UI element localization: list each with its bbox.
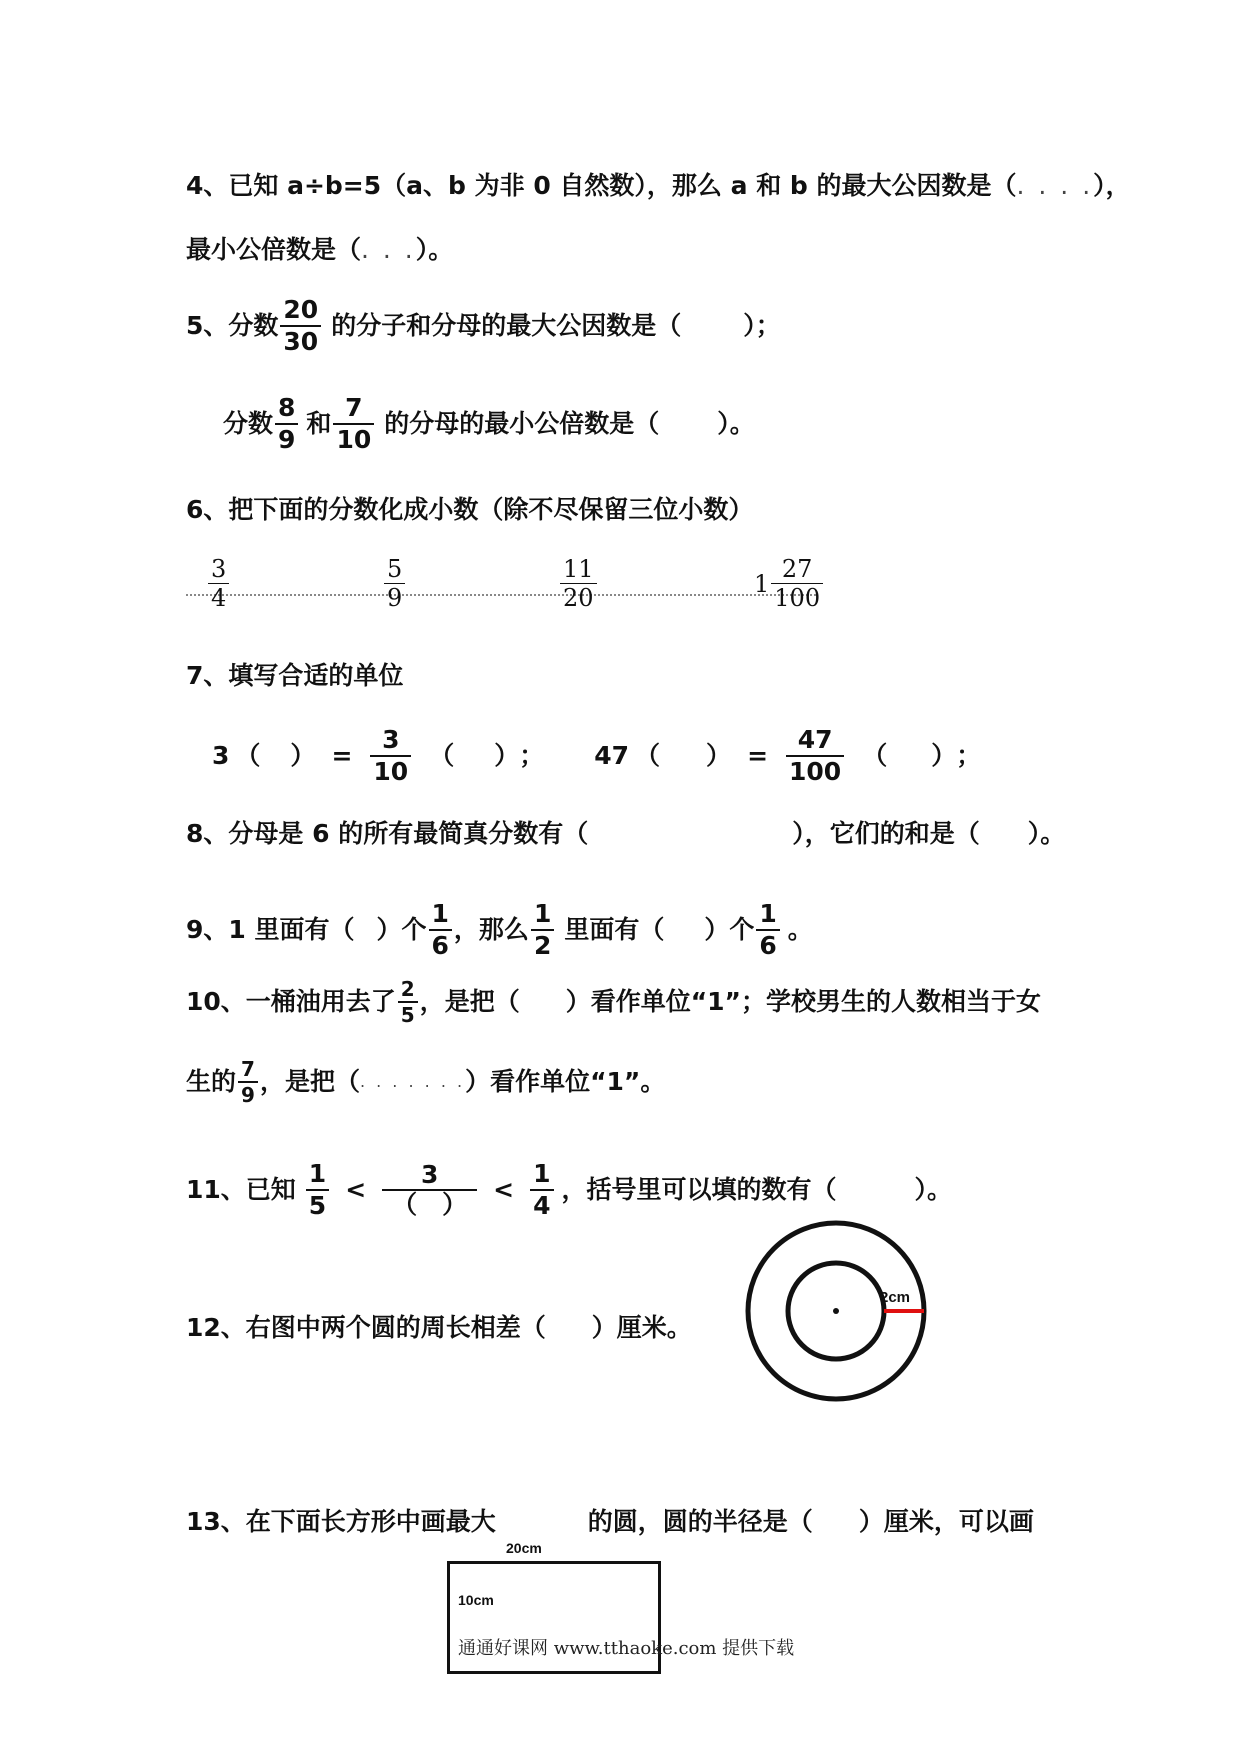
q4-line2-blank: . . . [361,235,416,264]
frac-num: 20 [283,295,319,324]
frac-den: 20 [560,583,597,611]
frac-den: 10 [333,423,374,454]
q6-fraction-1 [206,556,231,612]
frac-num: 7 [241,1057,255,1081]
q5-fraction-2 [275,394,298,453]
q8-mid: ），它们的和是（ [792,819,980,848]
q9-end: 。 [787,914,813,944]
q5-fraction-3 [333,394,374,453]
frac-num: 1 [759,899,777,928]
q7-title: 7、填写合适的单位 [186,661,404,690]
frac-den: 6 [756,929,779,960]
frac-den: 5 [398,1001,418,1026]
q8-line [186,818,1065,850]
frac-num: 1 [308,1159,327,1188]
q10-prefix: 10、一桶油用去了 [186,987,396,1016]
q4-line1 [186,170,1131,202]
q9-fraction-1 [429,900,452,959]
figure-label-2cm: 2cm [880,1289,911,1306]
q9-mid1: ）个 [376,914,427,944]
paren-open: （ [235,740,261,770]
frac-num: 3 [382,725,400,754]
q10-fraction-2 [238,1058,258,1106]
q5-prefix: 5、分数 [186,310,279,340]
paren-close: ） [494,740,520,770]
frac-den: 5 [306,1189,329,1220]
q5-line2 [223,394,755,453]
q4-line2-text: 最小公倍数是（ [186,235,362,264]
equals: = [331,740,353,770]
q13-mid2: ）厘米，可以画 [858,1507,1034,1536]
frac-num: 7 [345,393,363,422]
q5-line2-end: ）。 [717,408,755,438]
q6-dotted-line [186,594,816,596]
frac-den: （ ） [382,1189,477,1219]
frac-num: 1 [533,1159,551,1188]
frac-den: 30 [280,325,321,356]
paren-close: ） [706,740,732,770]
less-than: < [345,1174,367,1204]
watermark-text: 通通好课网 www.tthaoke.com 提供下载 [458,1638,795,1659]
q11-prefix: 11、已知 [186,1174,296,1204]
semicolon: ； [519,740,545,770]
frac-den: 9 [238,1081,258,1106]
q9-prefix: 9、1 里面有（ [186,914,355,944]
q6-title: 6、把下面的分数化成小数（除不尽保留三位小数） [186,495,754,524]
frac-num: 1 [533,899,552,928]
frac-num: 2 [400,977,415,1001]
frac-num: 5 [387,555,403,583]
q4-blank: . . . . [1016,171,1094,200]
q13-mid: 的圆，圆的半径是（ [587,1507,813,1536]
q9-fraction-2 [531,900,554,959]
q10-fraction-1 [398,978,418,1026]
q11-fraction-2 [382,1161,477,1218]
q6-fraction-3 [558,556,599,612]
q10-line2 [186,1058,665,1106]
q5-mid: 的分子和分母的最大公因数是（ [331,310,682,340]
q13-line [186,1506,1034,1538]
frac-den: 100 [786,755,844,786]
q9-mid3: 里面有（ [564,914,665,944]
q9-mid4: ）个 [704,914,755,944]
q10-line2-prefix: 生的 [186,1067,237,1096]
q8-prefix: 8、分母是 6 的所有最简真分数有（ [186,819,589,848]
q10-line1 [186,978,1041,1026]
mixed-whole: 1 [754,569,770,598]
q4-line2-suffix: ）。 [415,235,454,264]
frac-den: 10 [370,755,411,786]
q9-line [186,900,813,959]
q7-right-value: 47 [594,740,630,770]
semicolon: ； [956,740,982,770]
frac-den: 6 [429,929,452,960]
frac-num: 3 [420,1160,439,1189]
frac-num: 1 [431,899,449,928]
frac-den: 100 [771,583,823,611]
q12-text: 12、右图中两个圆的周长相差（ [186,1313,546,1342]
q10-line2-end: ）看作单位“1”。 [465,1067,666,1096]
q11-fraction-3 [530,1160,553,1219]
q4-text: 4、已知 a÷b=5（a、b 为非 0 自然数），那么 a 和 b 的最大公因数是（ [186,171,1017,200]
q8-end: ）。 [1027,819,1066,848]
q10-line2-blank: . . . . . . . [359,1072,466,1091]
frac-den: 9 [275,423,298,454]
frac-num: 47 [797,725,833,754]
q11-fraction-1 [306,1160,329,1219]
frac-den: 4 [208,583,229,611]
paren-open: （ [635,740,661,770]
rectangle-width-label: 20cm [506,1540,542,1556]
q9-mid2: ，那么 [453,914,529,944]
concentric-circles-figure [740,1210,940,1410]
q10-line2-mid: ，是把（ [259,1067,360,1096]
q7-right-fraction [786,726,844,785]
frac-den: 4 [530,1189,553,1220]
q5-line1 [186,296,781,355]
q6-fraction-2 [382,556,407,612]
frac-num: 11 [563,555,594,583]
paren-open: （ [862,740,888,770]
q5-end: ）； [743,310,781,340]
q10-mid: ，是把（ [419,987,520,1016]
frac-den: 9 [384,583,405,611]
q11-suffix: ，括号里可以填的数有（ [561,1174,837,1204]
center-point [833,1308,839,1314]
q5-line2-prefix: 分数 [223,408,274,438]
q5-and: 和 [306,408,332,438]
q7-left-fraction [370,726,411,785]
q10-mid2: ）看作单位“1”；学校男生的人数相当于女 [565,987,1041,1016]
q4-line2 [186,234,453,266]
paren-close: ） [931,740,957,770]
paren-open: （ [429,740,455,770]
q7-equations [212,726,981,785]
rectangle-height-label: 10cm [458,1592,494,1608]
q13-prefix: 13、在下面长方形中画最大 [186,1507,496,1536]
less-than: < [493,1174,515,1204]
q9-fraction-3 [756,900,779,959]
paren-close: ） [290,740,316,770]
q6-fraction-4 [754,556,825,612]
q4-suffix: ）， [1093,171,1131,200]
q12-line [186,1312,692,1344]
frac-num: 3 [211,555,227,583]
equals: = [747,740,769,770]
q5-fraction [280,296,321,355]
q12-end: ）厘米。 [591,1313,692,1342]
q11-end: ）。 [914,1174,953,1204]
frac-num: 8 [278,393,296,422]
frac-den: 2 [531,929,554,960]
frac-num: 27 [781,555,813,583]
q7-left-value: 3 [212,740,230,770]
q5-line2-mid: 的分母的最小公倍数是（ [384,408,660,438]
